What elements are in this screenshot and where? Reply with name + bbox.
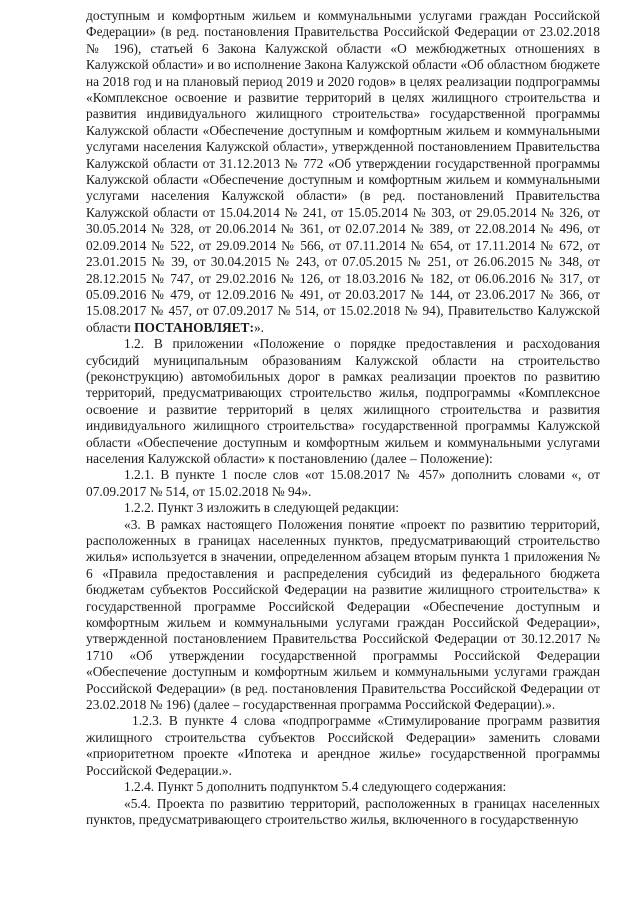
paragraph-point-3: «3. В рамках настоящего Положения понятие «проект по развитию территорий, расположенных в границах населенных пунктов, предусматривающий строительство жилья» используется в значении, определенном абзацем вторым пункта 1 приложения № 6 «Правила предоставления и распределения субсидий из федерального бюджета бюджетам субъектов Российской Федерации на развитие жилищного строительства» к государственной программе Российской Федерации «Обеспечение доступным и комфортным жильем и коммунальными услугами граждан Российской Федерации», утвержденной постановлением Правительства Российской Федерации от 30.12.2017 № 1710 «Об утверждении государственной программы Российской Федерации «Обеспечение доступным и комфортным жильем и коммунальными услугами граждан Российской Федерации» (в ред. постановления Правительства Российской Федерации от 23.02.2018 № 196) (далее – государственная программа Российской Федерации).». [86, 516, 600, 713]
paragraph-point-5-4: «5.4. Проекта по развитию территорий, расположенных в границах населенных пунктов, предусматривающего строительство жилья, включенного в государственную [86, 795, 600, 827]
paragraph-preamble-tail: ». [253, 319, 264, 335]
paragraph-1-2-3: 1.2.3. В пункте 4 слова «подпрограмме «Стимулирование программ развития жилищного строительства субъектов Российской Федерации» заменить словами «приоритетном проекте «Ипотека и арендное жилье» государственной программы Российской Федерации.». [86, 713, 600, 778]
paragraph-preamble [86, 8, 600, 336]
paragraph-1-2-4: 1.2.4. Пункт 5 дополнить подпунктом 5.4 следующего содержания: [124, 779, 507, 795]
paragraph-1-2: 1.2. В приложении «Положение о порядке предоставления и расходования субсидий муниципальным образованиям Калужской области на строительство (реконструкцию) автомобильных дорог в рамках реализации проектов по развитию территорий, предусматривающих строительство жилья, подпрограммы «Комплексное освоение и развитие территорий в целях жилищного строительства и развития индивидуального жилищного строительства» государственной программы Калужской области «Обеспечение доступным и комфортным жильем и коммунальными услугами населения Калужской области» к постановлению (далее – Положение): [86, 336, 600, 466]
paragraph-1-2-1: 1.2.1. В пункте 1 после слов «от 15.08.2017 № 457» дополнить словами «, от 07.09.2017 № 514, от 15.02.2018 № 94». [86, 467, 600, 499]
paragraph-preamble-text: доступным и комфортным жильем и коммунальными услугами граждан Российской Федерации» (в ред. постановления Правительства Российской Федерации от 23.02.2018 № 196), статьей 6 Закона Калужской области «О межбюджетных отношениях в Калужской области» и во исполнение Закона Калужской области «Об областном бюджете на 2018 год и на плановый период 2019 и 2020 годов» в целях реализации подпрограммы «Комплексное освоение и развитие территорий в целях жилищного строительства и развития индивидуального жилищного строительства» государственной программы Калужской области «Обеспечение доступным и комфортным жильем и коммунальными услугами населения Калужской области», утвержденной постановлением Правительства Калужской области от 31.12.2013 № 772 «Об утверждении государственной программы Калужской области «Обеспечение доступным и комфортным жильем и коммунальными услугами населения Калужской области» (в ред. постановлений Правительства Калужской области от 15.04.2014 № 241, от 15.05.2014 № 303, от 29.05.2014 № 326, от 30.05.2014 № 328, от 20.06.2014 № 361, от 02.07.2014 № 389, от 22.08.2014 № 496, от 02.09.2014 № 522, от 29.09.2014 № 566, от 07.11.2014 № 654, от 17.11.2014 № 672, от 23.01.2015 № 39, от 30.04.2015 № 243, от 07.05.2015 № 251, от 26.06.2015 № 348, от 28.12.2015 № 747, от 29.02.2016 № 126, от 18.03.2016 № 182, от 06.06.2016 № 317, от 05.09.2016 № 479, от 12.09.2016 № 491, от 20.03.2017 № 144, от 23.06.2017 № 366, от 15.08.2017 № 457, от 07.09.2017 № 514, от 15.02.2018 № 94), Правительство Калужской области [86, 8, 600, 335]
resolves-keyword: ПОСТАНОВЛЯЕТ: [134, 319, 254, 335]
document-body [86, 8, 600, 828]
paragraph-1-2-2: 1.2.2. Пункт 3 изложить в следующей редакции: [124, 500, 400, 516]
